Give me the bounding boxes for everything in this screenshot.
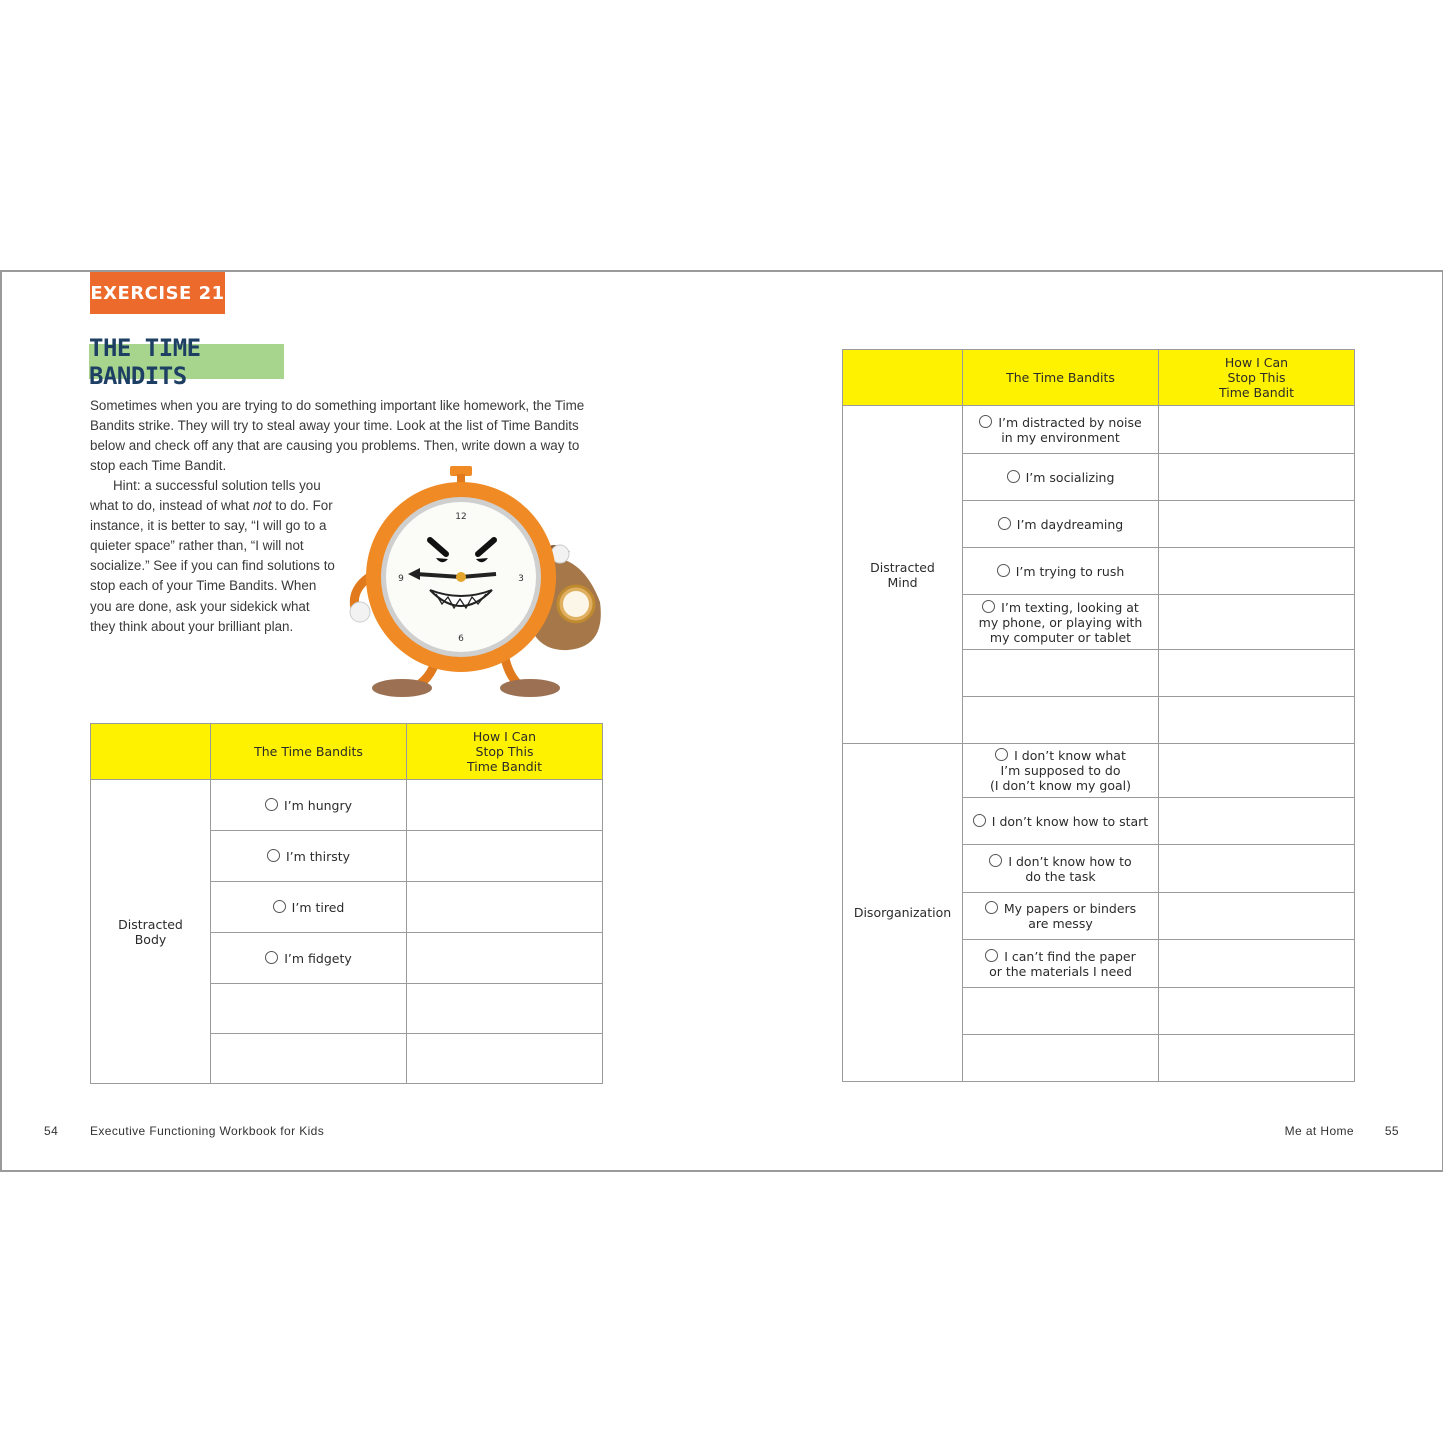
solution-input-cell[interactable] <box>407 933 603 984</box>
checkbox-circle[interactable] <box>998 517 1011 530</box>
bandit-item[interactable]: I’m socializing <box>963 454 1159 501</box>
bandit-item[interactable]: I can’t find the paper or the materials I need <box>963 940 1159 988</box>
solution-input-cell[interactable] <box>1159 454 1355 501</box>
group-disorganization: Disorganization <box>843 744 963 1082</box>
bandit-item[interactable]: My papers or binders are messy <box>963 893 1159 940</box>
solution-input-cell[interactable] <box>407 1034 603 1084</box>
clock-number-6: 6 <box>458 634 464 644</box>
page-number-right: 55 <box>1384 1124 1399 1138</box>
header-blank <box>843 350 963 406</box>
solution-input-cell[interactable] <box>1159 501 1355 548</box>
bandit-item[interactable]: I’m texting, looking at my phone, or playing with my computer or tablet <box>963 595 1159 650</box>
hint-text-start: Hint: a successful solution tells you what to do, instead of what <box>90 478 321 514</box>
clock-number-3: 3 <box>518 574 524 584</box>
solution-input-cell[interactable] <box>1159 940 1355 988</box>
clock-number-12: 12 <box>455 512 467 522</box>
bandit-item[interactable]: I’m thirsty <box>211 831 407 882</box>
solution-input-cell[interactable] <box>1159 406 1355 454</box>
blank-bandit-cell[interactable] <box>963 1035 1159 1082</box>
blank-bandit-cell[interactable] <box>211 984 407 1034</box>
checkbox-circle[interactable] <box>265 798 278 811</box>
bandit-item[interactable]: I’m fidgety <box>211 933 407 984</box>
bandit-item[interactable]: I’m hungry <box>211 780 407 831</box>
page-number-left: 54 <box>44 1124 59 1138</box>
time-bandit-clock-illustration <box>338 462 606 702</box>
solution-input-cell[interactable] <box>407 984 603 1034</box>
solution-input-cell[interactable] <box>407 780 603 831</box>
solution-input-cell[interactable] <box>1159 798 1355 845</box>
solution-input-cell[interactable] <box>1159 845 1355 893</box>
checkbox-circle[interactable] <box>997 564 1010 577</box>
page-title: THE TIME BANDITS <box>89 344 284 379</box>
hint-paragraph <box>90 476 335 637</box>
exercise-tag: EXERCISE 21 <box>90 272 225 314</box>
solution-input-cell[interactable] <box>407 882 603 933</box>
checkbox-circle[interactable] <box>985 949 998 962</box>
solution-input-cell[interactable] <box>1159 697 1355 744</box>
bandit-item[interactable]: I’m daydreaming <box>963 501 1159 548</box>
bandit-item[interactable]: I’m trying to rush <box>963 548 1159 595</box>
blank-bandit-cell[interactable] <box>963 697 1159 744</box>
checkbox-circle[interactable] <box>267 849 280 862</box>
bandit-item[interactable]: I’m tired <box>211 882 407 933</box>
bandit-item[interactable]: I don’t know how to do the task <box>963 845 1159 893</box>
time-bandits-table-left <box>90 723 603 1084</box>
solution-input-cell[interactable] <box>1159 650 1355 697</box>
solution-input-cell[interactable] <box>407 831 603 882</box>
checkbox-circle[interactable] <box>265 951 278 964</box>
header-how-to-stop: How I Can Stop This Time Bandit <box>1159 350 1355 406</box>
checkbox-circle[interactable] <box>273 900 286 913</box>
book-title: Executive Functioning Workbook for Kids <box>90 1124 325 1138</box>
time-bandits-table-right <box>842 349 1355 1082</box>
solution-input-cell[interactable] <box>1159 744 1355 798</box>
header-how-to-stop: How I Can Stop This Time Bandit <box>407 724 603 780</box>
group-distracted-mind: Distracted Mind <box>843 406 963 744</box>
checkbox-circle[interactable] <box>989 854 1002 867</box>
header-time-bandits: The Time Bandits <box>211 724 407 780</box>
bandit-item[interactable]: I don’t know how to start <box>963 798 1159 845</box>
intro-text: Sometimes when you are trying to do something important like homework, the Time Bandits strike. They will try to steal away your time. Look at the list of Time Bandits below and check off any that are causing you problems. Then, write down a way to stop each Time Bandit. <box>90 398 585 474</box>
checkbox-circle[interactable] <box>982 600 995 613</box>
header-time-bandits: The Time Bandits <box>963 350 1159 406</box>
section-title: Me at Home <box>1284 1124 1354 1138</box>
clock-number-9: 9 <box>398 574 404 584</box>
solution-input-cell[interactable] <box>1159 893 1355 940</box>
solution-input-cell[interactable] <box>1159 548 1355 595</box>
hint-text-end: to do. For instance, it is better to say, “I will go to a quieter space” rather than, “I will not socialize.” See if you can find solutions to stop each of your Time Bandits. When you are done, ask your sidekick what they think about your brilliant plan. <box>90 498 335 634</box>
checkbox-circle[interactable] <box>985 901 998 914</box>
bandit-item[interactable]: I’m distracted by noise in my environment <box>963 406 1159 454</box>
checkbox-circle[interactable] <box>979 415 992 428</box>
blank-bandit-cell[interactable] <box>963 988 1159 1035</box>
checkbox-circle[interactable] <box>1007 470 1020 483</box>
bandit-item[interactable]: I don’t know what I’m supposed to do (I don’t know my goal) <box>963 744 1159 798</box>
solution-input-cell[interactable] <box>1159 1035 1355 1082</box>
hint-emphasis: not <box>253 498 272 514</box>
solution-input-cell[interactable] <box>1159 988 1355 1035</box>
header-blank <box>91 724 211 780</box>
solution-input-cell[interactable] <box>1159 595 1355 650</box>
checkbox-circle[interactable] <box>995 748 1008 761</box>
blank-bandit-cell[interactable] <box>963 650 1159 697</box>
checkbox-circle[interactable] <box>973 814 986 827</box>
group-distracted-body: Distracted Body <box>91 780 211 1084</box>
blank-bandit-cell[interactable] <box>211 1034 407 1084</box>
